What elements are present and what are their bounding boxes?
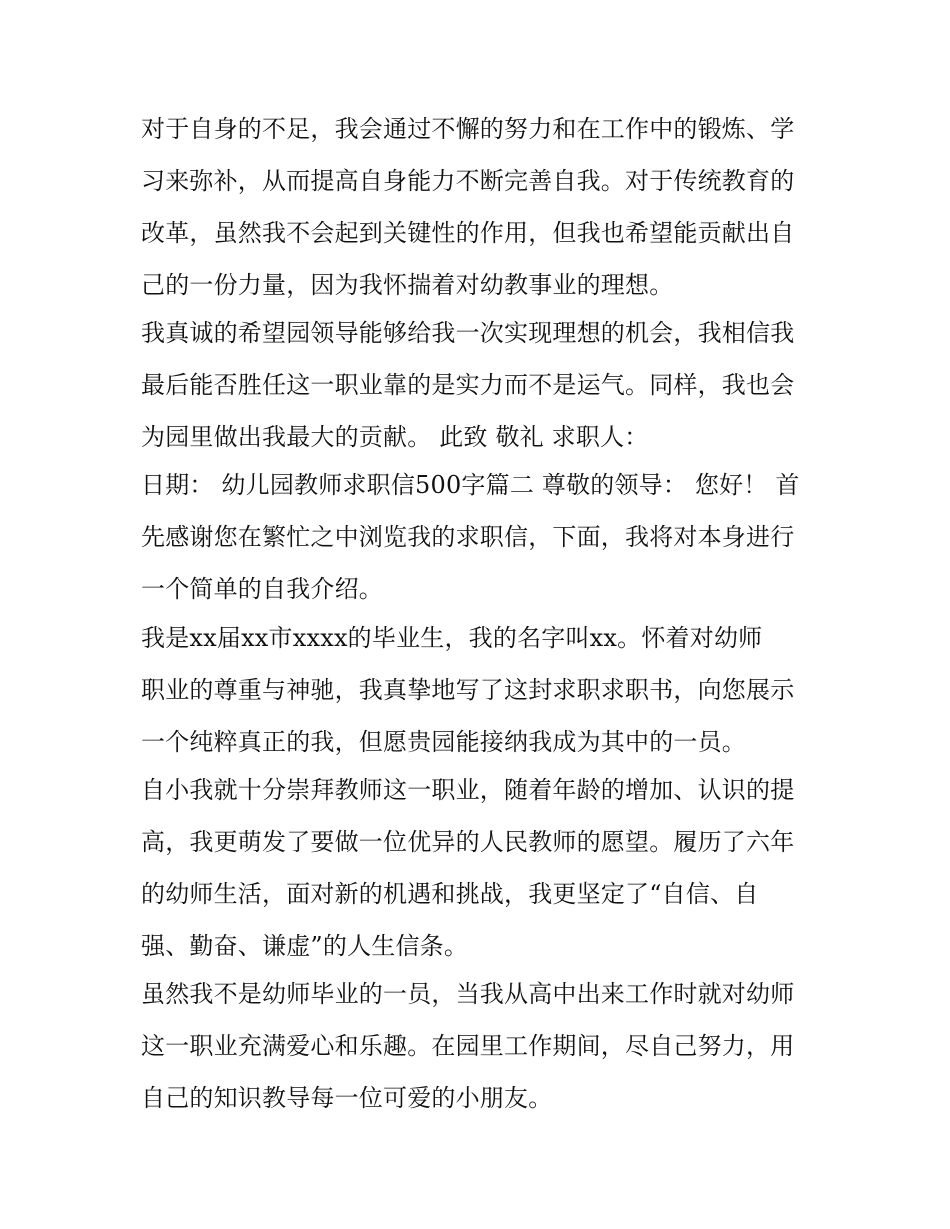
- text-line: 自己的知识教导每一位可爱的小朋友。: [141, 1084, 553, 1112]
- text-line: 高，我更萌发了要做一位优异的人民教师的愿望。履历了六年: [141, 828, 795, 856]
- text-line: 对于自身的不足，我会通过不懈的努力和在工作中的锻炼、学: [141, 115, 795, 143]
- text-line: 自小我就十分崇拜教师这一职业，随着年龄的增加、认识的提: [141, 776, 795, 804]
- text-line: 我真诚的希望园领导能够给我一次实现理想的机会，我相信我: [141, 319, 795, 347]
- text-line: 最后能否胜任这一职业靠的是实力而不是运气。同样，我也会: [141, 371, 795, 399]
- text-line: 这一职业充满爱心和乐趣。在园里工作期间，尽自己努力，用: [141, 1032, 795, 1060]
- text-line: 为园里做出我最大的贡献。 此致 敬礼 求职人：: [141, 423, 649, 451]
- text-line: 先感谢您在繁忙之中浏览我的求职信，下面，我将对本身进行: [141, 523, 795, 551]
- text-line: 己的一份力量，因为我怀揣着对幼教事业的理想。: [141, 271, 674, 299]
- text-line: 日期： 幼儿园教师求职信500字篇二 尊敬的领导： 您好！ 首: [141, 471, 800, 499]
- text-line: 虽然我不是幼师毕业的一员，当我从高中出来工作时就对幼师: [141, 980, 795, 1008]
- text-line: 我是xx届xx市xxxx的毕业生，我的名字叫xx。怀着对幼师: [141, 624, 763, 652]
- text-line: 强、勤奋、谦虚”的人生信条。: [141, 932, 469, 960]
- text-line: 的幼师生活，面对新的机遇和挑战，我更坚定了“自信、自: [141, 880, 759, 908]
- text-line: 习来弥补，从而提高自身能力不断完善自我。对于传统教育的: [141, 167, 795, 195]
- text-line: 职业的尊重与神驰，我真挚地写了这封求职求职书，向您展示: [141, 676, 795, 704]
- text-line: 一个纯粹真正的我，但愿贵园能接纳我成为其中的一员。: [141, 728, 746, 756]
- text-line: 改革，虽然我不会起到关键性的作用，但我也希望能贡献出自: [141, 219, 795, 247]
- text-line: 一个简单的自我介绍。: [141, 575, 383, 603]
